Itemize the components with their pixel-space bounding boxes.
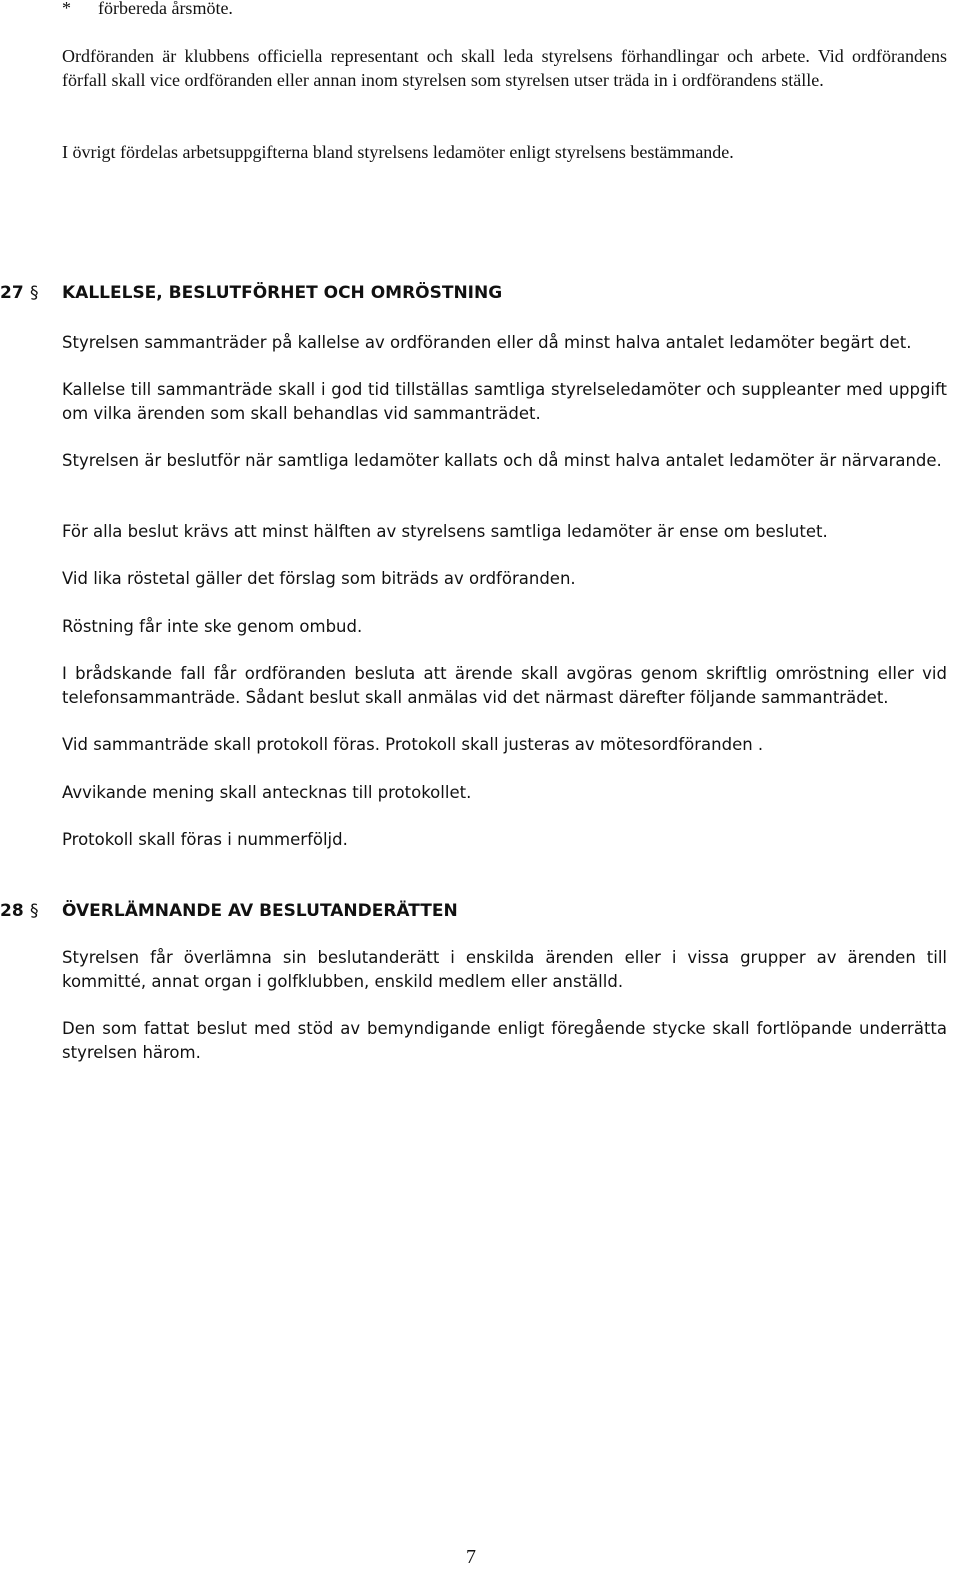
bullet-text: förbereda årsmöte. <box>98 0 233 18</box>
s27-paragraph-1: Styrelsen sammanträder på kallelse av ordföranden eller då minst halva antalet ledamöter begärt det. <box>62 333 912 352</box>
s27-paragraph-5: Vid lika röstetal gäller det förslag som biträds av ordföranden. <box>62 569 576 588</box>
s28-paragraph-1: Styrelsen får överlämna sin beslutanderätt i enskilda ärenden eller i vissa grupper av ärenden till kommitté, annat organ i golfklubben, enskild medlem eller anställd. <box>62 948 947 991</box>
s27-paragraph-7: I brådskande fall får ordföranden besluta att ärende skall avgöras genom skriftlig omröstning eller vid telefonsammanträde. Sådant beslut skall anmälas vid det närmast därefter följande sammanträdet. <box>62 664 947 707</box>
page-number: 7 <box>466 1546 476 1568</box>
intro-paragraph-2: I övrigt fördelas arbetsuppgifterna bland styrelsens ledamöter enligt styrelsens bestämmande. <box>62 142 734 162</box>
s27-paragraph-6: Röstning får inte ske genom ombud. <box>62 617 363 636</box>
s27-paragraph-8: Vid sammanträde skall protokoll föras. Protokoll skall justeras av mötesordföranden . <box>62 735 764 754</box>
s27-paragraph-2: Kallelse till sammanträde skall i god tid tillställas samtliga styrelseledamöter och suppleanter med uppgift om vilka ärenden som skall behandlas vid sammanträdet. <box>62 380 947 423</box>
section-number: 27 <box>0 283 24 303</box>
section-title: ÖVERLÄMNANDE AV BESLUTANDERÄTTEN <box>62 901 458 921</box>
bullet-mark: * <box>62 0 71 18</box>
s28-paragraph-2: Den som fattat beslut med stöd av bemyndigande enligt föregående stycke skall fortlöpande underrätta styrelsen härom. <box>62 1019 947 1062</box>
s27-paragraph-10: Protokoll skall föras i nummerföljd. <box>62 830 348 849</box>
s27-paragraph-4: För alla beslut krävs att minst hälften av styrelsens samtliga ledamöter är ense om beslutet. <box>62 522 828 541</box>
section-title: KALLELSE, BESLUTFÖRHET OCH OMRÖSTNING <box>62 283 503 303</box>
s27-paragraph-9: Avvikande mening skall antecknas till protokollet. <box>62 783 472 802</box>
s27-paragraph-3: Styrelsen är beslutför när samtliga ledamöter kallats och då minst halva antalet ledamöter är närvarande. <box>62 451 942 470</box>
section-symbol: § <box>30 901 39 921</box>
section-symbol: § <box>30 283 39 303</box>
section-number: 28 <box>0 901 24 921</box>
intro-paragraph-1: Ordföranden är klubbens officiella representant och skall leda styrelsens förhandlingar och arbete. Vid ordförandens förfall skall vice ordföranden eller annan inom styrelsen som styrelsen utser träda in i ordförandens ställe. <box>62 46 947 90</box>
